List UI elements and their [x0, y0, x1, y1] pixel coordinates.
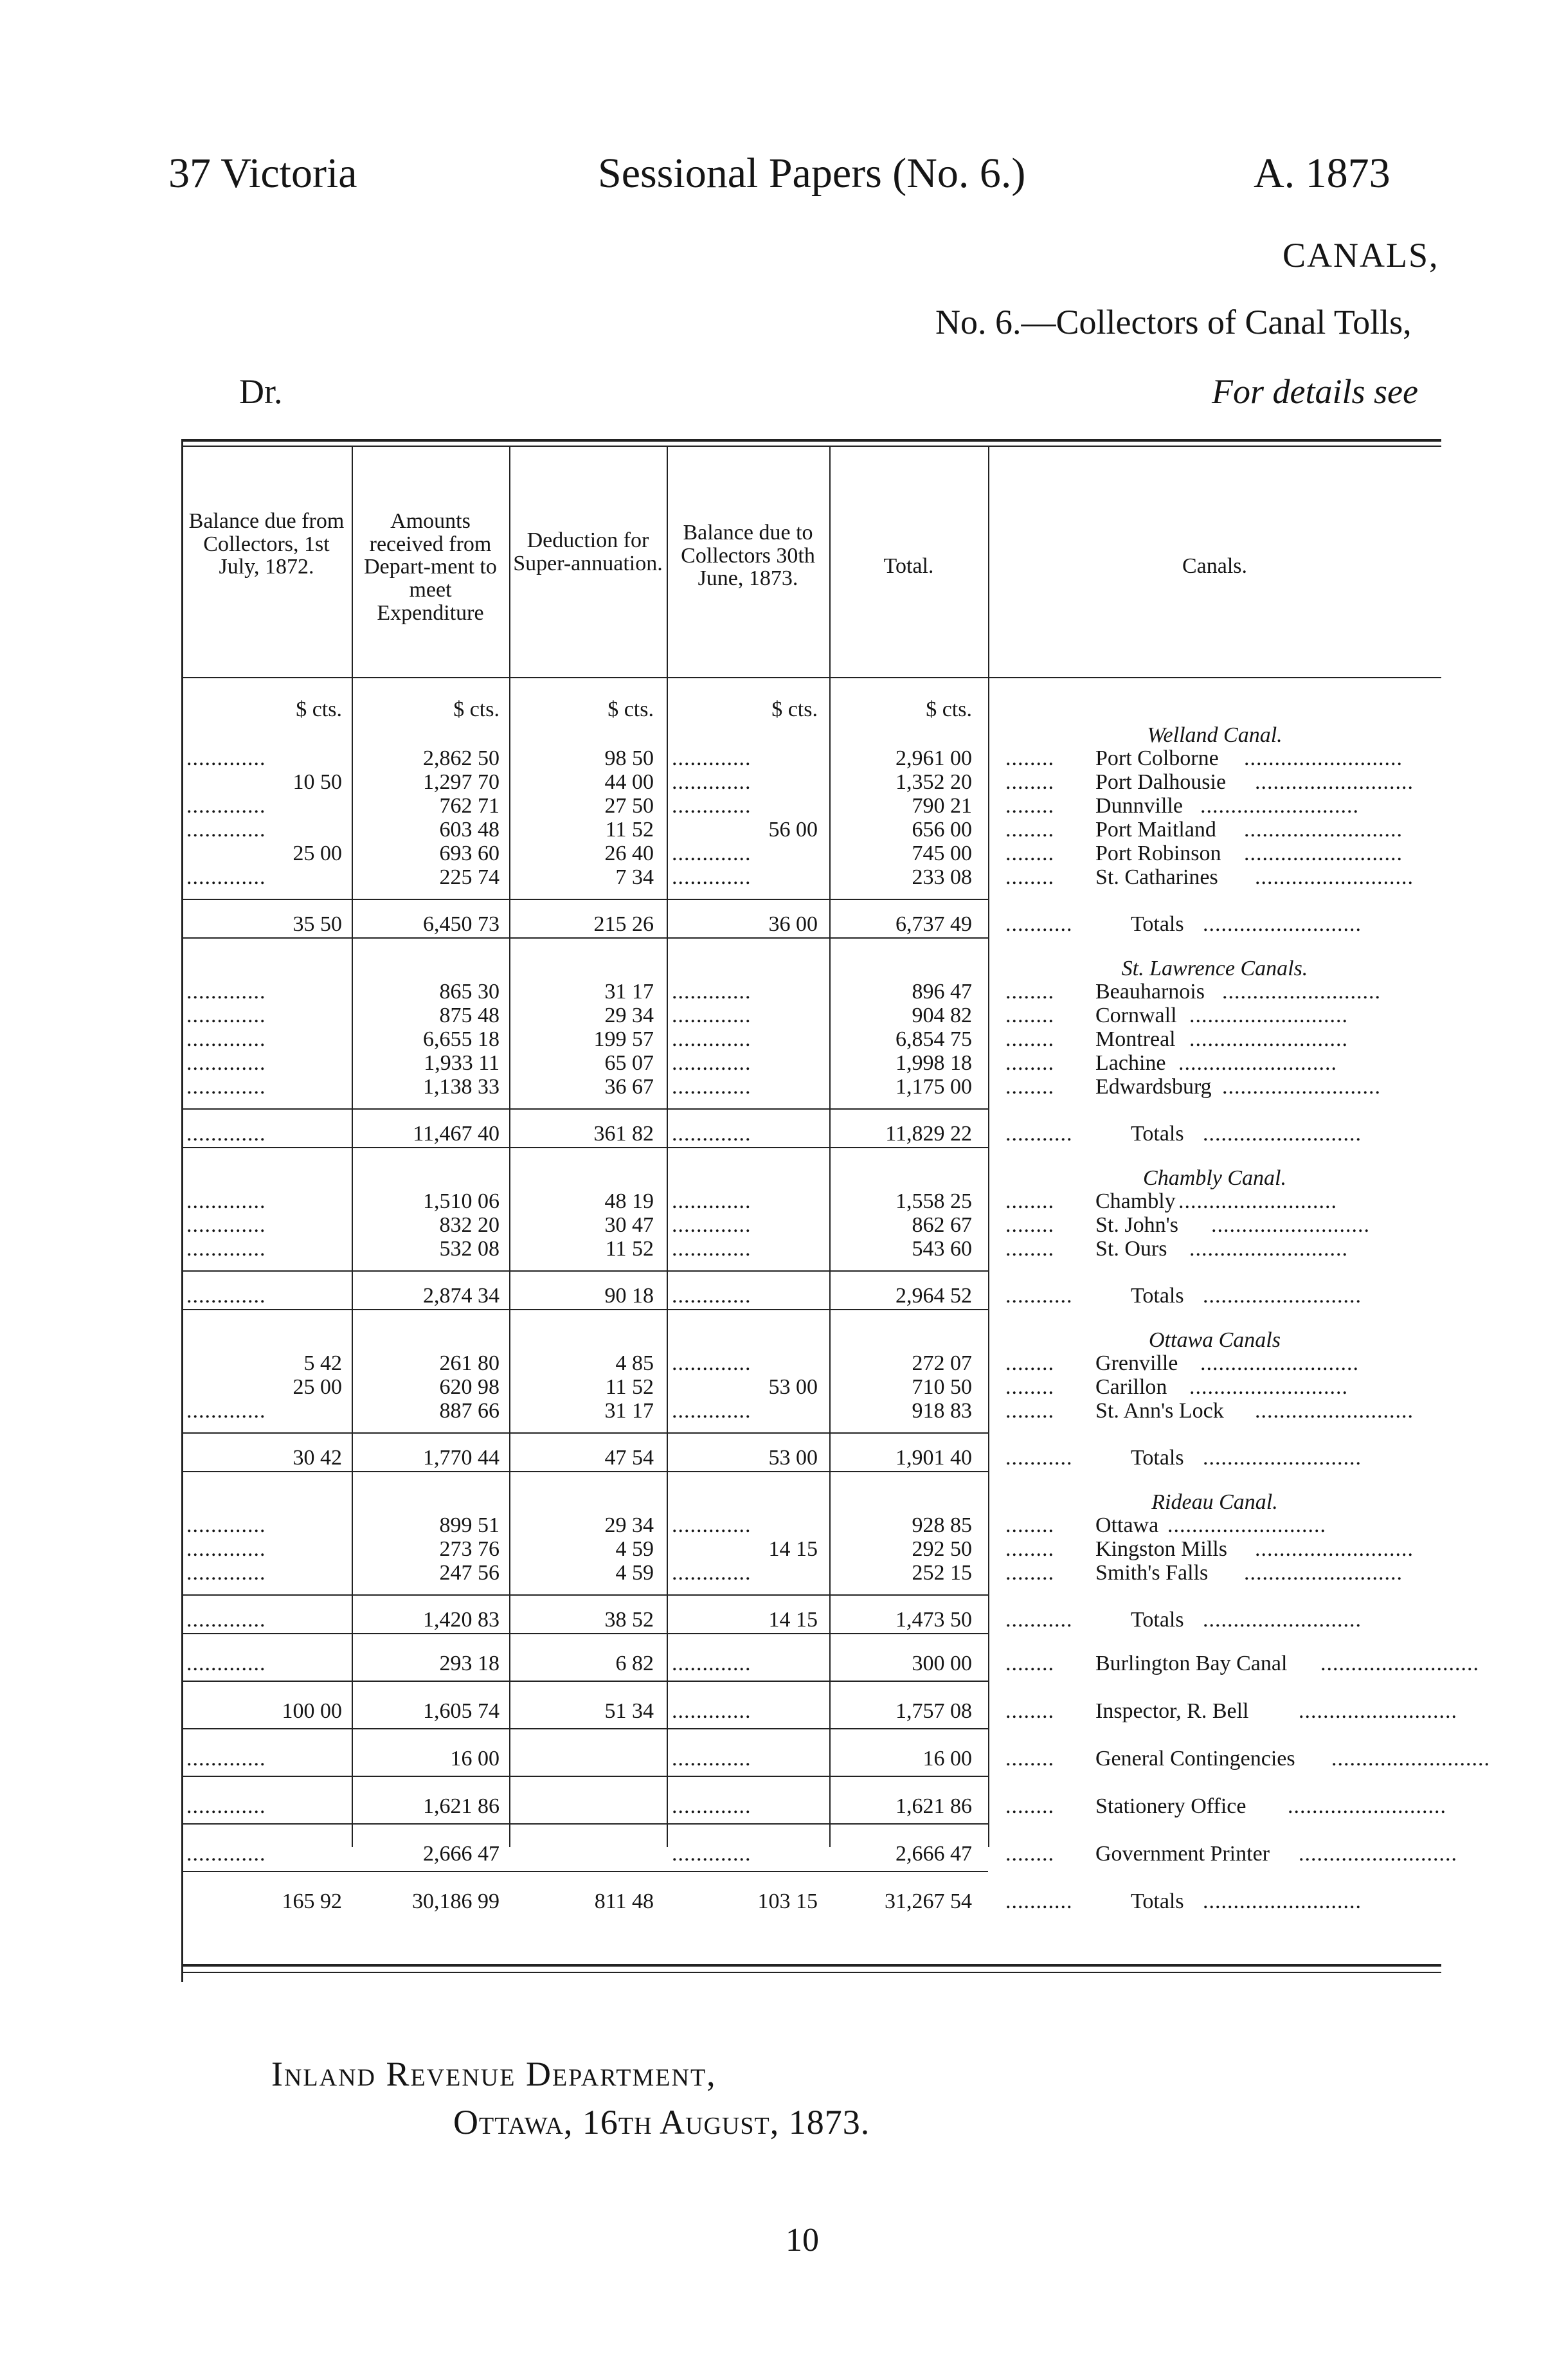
units-label: $ cts.	[926, 698, 972, 721]
dot-leader: .............	[186, 1843, 266, 1866]
column-header: Balance due from Collectors, 1st July, 1872.	[188, 509, 345, 579]
units-label: $ cts.	[296, 698, 342, 721]
amount-cell: 4 59	[615, 1561, 654, 1585]
group-rule	[181, 1147, 988, 1148]
row-rule	[181, 1871, 988, 1872]
amount-cell: 292 50	[912, 1537, 972, 1561]
amount-cell: 865 30	[439, 980, 500, 1004]
row-rule	[181, 1776, 988, 1777]
dot-leader: ........	[1005, 1213, 1054, 1237]
amount-cell: 693 60	[439, 842, 500, 865]
group-title: Welland Canal.	[1147, 723, 1282, 747]
totals-label: Totals	[1131, 1284, 1184, 1308]
dot-leader: ..........................	[1203, 1122, 1362, 1146]
dot-leader: ........	[1005, 818, 1054, 842]
dot-leader: .............	[672, 771, 752, 794]
header-rule	[181, 677, 1441, 678]
dot-leader: .............	[672, 747, 752, 770]
column-divider	[352, 446, 353, 1847]
dot-leader: ..........................	[1320, 1652, 1479, 1675]
group-title: Rideau Canal.	[1151, 1490, 1278, 1514]
amount-cell: 4 59	[615, 1537, 654, 1561]
amount-cell: 1,998 18	[896, 1051, 972, 1075]
units-label: $ cts.	[453, 698, 500, 721]
canal-name: Inspector, R. Bell	[1095, 1699, 1249, 1723]
running-head-right: A. 1873	[1254, 150, 1390, 197]
dot-leader: ..........................	[1255, 1400, 1414, 1423]
amount-cell: 6 82	[615, 1652, 654, 1675]
table-bottom-rule-2	[181, 1972, 1441, 1973]
dot-leader: ..........................	[1203, 913, 1362, 936]
canal-name: St. John's	[1095, 1213, 1178, 1237]
dot-leader: ........	[1005, 1027, 1054, 1051]
amount-cell: 6,655 18	[423, 1027, 500, 1051]
dot-leader: .............	[186, 1609, 266, 1632]
amount-cell: 1,757 08	[896, 1699, 972, 1723]
amount-cell: 16 00	[450, 1747, 500, 1771]
amount-cell: 273 76	[439, 1537, 500, 1561]
group-title: St. Lawrence Canals.	[1121, 957, 1308, 980]
amount-cell: 896 47	[912, 980, 972, 1004]
canal-name: Beauharnois	[1095, 980, 1205, 1004]
dot-leader: ...........	[1005, 1889, 1073, 1913]
dot-leader: ..........................	[1189, 1004, 1348, 1027]
amount-cell: 98 50	[604, 746, 654, 770]
dot-leader: ........	[1005, 1075, 1054, 1099]
dot-leader: .............	[672, 1843, 752, 1866]
dot-leader: ..........................	[1222, 1076, 1381, 1099]
amount-cell: 11 52	[605, 1237, 654, 1261]
amount-cell: 25 00	[292, 1375, 342, 1399]
amount-cell: 811 48	[594, 1889, 654, 1913]
dot-leader: ...........	[1005, 912, 1073, 936]
dot-leader: ........	[1005, 1794, 1054, 1818]
amount-cell: 656 00	[912, 818, 972, 842]
dot-leader: ..........................	[1200, 1352, 1359, 1375]
dot-leader: .............	[672, 1028, 752, 1051]
amount-cell: 832 20	[439, 1213, 500, 1237]
totals-label: Totals	[1131, 1889, 1184, 1913]
amount-cell: 11,829 22	[885, 1122, 972, 1146]
dot-leader: .............	[186, 1122, 266, 1146]
amount-cell: 4 85	[615, 1351, 654, 1375]
amount-cell: 16 00	[923, 1747, 972, 1771]
column-header: Total.	[883, 554, 934, 578]
dot-leader: ..........................	[1189, 1238, 1348, 1261]
dot-leader: .............	[672, 842, 752, 865]
dot-leader: ..........................	[1167, 1514, 1326, 1537]
group-rule	[181, 937, 988, 939]
subtotal-rule	[181, 899, 988, 900]
dot-leader: ........	[1005, 1699, 1054, 1723]
table-top-rule-2	[181, 446, 1441, 447]
totals-label: Totals	[1131, 1446, 1184, 1470]
dot-leader: .............	[186, 1562, 266, 1585]
amount-cell: 25 00	[292, 842, 342, 865]
amount-cell: 215 26	[593, 912, 654, 936]
canal-name: Smith's Falls	[1095, 1561, 1209, 1585]
amount-cell: 30,186 99	[412, 1889, 500, 1913]
amount-cell: 899 51	[439, 1513, 500, 1537]
dot-leader: ........	[1005, 1561, 1054, 1585]
running-head-left: 37 Victoria	[168, 150, 357, 197]
totals-label: Totals	[1131, 1122, 1184, 1146]
column-header: Deduction for Super-annuation.	[513, 528, 663, 575]
footer-date: Ottawa, 16th August, 1873.	[453, 2103, 870, 2141]
amount-cell: 875 48	[439, 1004, 500, 1027]
amount-cell: 2,666 47	[423, 1842, 500, 1866]
amount-cell: 247 56	[439, 1561, 500, 1585]
table-left-rule	[181, 439, 183, 1982]
dot-leader: .............	[672, 1122, 752, 1146]
dot-leader: ..........................	[1200, 795, 1359, 818]
amount-cell: 11 52	[605, 818, 654, 842]
amount-cell: 1,138 33	[423, 1075, 500, 1099]
dot-leader: ..........................	[1203, 1890, 1362, 1913]
group-title: Ottawa Canals	[1149, 1328, 1281, 1352]
dot-leader: .............	[186, 980, 266, 1004]
dot-leader: .............	[672, 1562, 752, 1585]
dot-leader: ..........................	[1255, 771, 1414, 794]
amount-cell: 199 57	[593, 1027, 654, 1051]
dot-leader: ...........	[1005, 1446, 1073, 1470]
amount-cell: 27 50	[604, 794, 654, 818]
amount-cell: 29 34	[604, 1513, 654, 1537]
running-head-center: Sessional Papers (No. 6.)	[598, 150, 1026, 197]
canal-name: General Contingencies	[1095, 1747, 1295, 1771]
dot-leader: .............	[672, 1514, 752, 1537]
dot-leader: ........	[1005, 980, 1054, 1004]
amount-cell: 26 40	[604, 842, 654, 865]
dot-leader: ........	[1005, 1399, 1054, 1423]
amount-cell: 293 18	[439, 1652, 500, 1675]
amount-cell: 272 07	[912, 1351, 972, 1375]
totals-label: Totals	[1131, 1608, 1184, 1632]
dot-leader: ........	[1005, 842, 1054, 865]
dot-leader: ........	[1005, 1375, 1054, 1399]
dot-leader: ........	[1005, 1237, 1054, 1261]
canal-name: Port Robinson	[1095, 842, 1221, 865]
amount-cell: 36 67	[604, 1075, 654, 1099]
dot-leader: ........	[1005, 1652, 1054, 1675]
canal-name: Kingston Mills	[1095, 1537, 1227, 1561]
dot-leader: ..........................	[1255, 1538, 1414, 1561]
canal-name: Montreal	[1095, 1027, 1176, 1051]
amount-cell: 53 00	[768, 1446, 818, 1470]
subtotal-rule	[181, 1594, 988, 1596]
group-rule	[181, 1471, 988, 1472]
amount-cell: 762 71	[439, 794, 500, 818]
column-header: Balance due to Collectors 30th June, 1873.	[681, 521, 815, 591]
canal-name: Cornwall	[1095, 1004, 1177, 1027]
canal-name: Port Colborne	[1095, 746, 1219, 770]
dot-leader: .............	[186, 866, 266, 889]
amount-cell: 1,420 83	[423, 1608, 500, 1632]
footer-department: Inland Revenue Department,	[271, 2055, 717, 2093]
amount-cell: 904 82	[912, 1004, 972, 1027]
amount-cell: 1,352 20	[896, 770, 972, 794]
column-divider	[509, 446, 510, 1847]
dot-leader: ..........................	[1244, 747, 1403, 770]
dot-leader: .............	[672, 1190, 752, 1213]
dot-leader: .............	[186, 1214, 266, 1237]
dot-leader: ........	[1005, 1004, 1054, 1027]
row-rule	[181, 1728, 988, 1729]
units-label: $ cts.	[771, 698, 818, 721]
amount-cell: 918 83	[912, 1399, 972, 1423]
amount-cell: 11,467 40	[413, 1122, 500, 1146]
group-rule	[181, 1633, 988, 1634]
amount-cell: 603 48	[439, 818, 500, 842]
dot-leader: .............	[672, 1747, 752, 1771]
dot-leader: .............	[186, 1514, 266, 1537]
dot-leader: .............	[672, 866, 752, 889]
amount-cell: 53 00	[768, 1375, 818, 1399]
amount-cell: 103 15	[757, 1889, 818, 1913]
amount-cell: 2,961 00	[896, 746, 972, 770]
amount-cell: 2,666 47	[896, 1842, 972, 1866]
amount-cell: 165 92	[282, 1889, 342, 1913]
dot-leader: ........	[1005, 770, 1054, 794]
units-label: $ cts.	[608, 698, 654, 721]
group-title: Chambly Canal.	[1143, 1166, 1286, 1190]
dot-leader: .............	[672, 1400, 752, 1423]
dot-leader: .............	[186, 1747, 266, 1771]
collectors-tolls-table	[181, 439, 1490, 1982]
page-number: 10	[786, 2222, 819, 2258]
canal-name: Edwardsburg	[1095, 1075, 1212, 1099]
dot-leader: .............	[672, 1795, 752, 1818]
group-rule	[181, 1309, 988, 1310]
dot-leader: .............	[186, 1538, 266, 1561]
dot-leader: .............	[186, 1004, 266, 1027]
dot-leader: ..........................	[1255, 866, 1414, 889]
amount-cell: 31,267 54	[885, 1889, 972, 1913]
column-header: Amounts received from Depart-ment to meet Expenditure	[364, 509, 497, 625]
dot-leader: .............	[186, 1400, 266, 1423]
canal-name: Government Printer	[1095, 1842, 1270, 1866]
amount-cell: 1,605 74	[423, 1699, 500, 1723]
amount-cell: 1,510 06	[423, 1189, 500, 1213]
amount-cell: 1,297 70	[423, 770, 500, 794]
amount-cell: 233 08	[912, 865, 972, 889]
amount-cell: 30 42	[292, 1446, 342, 1470]
amount-cell: 252 15	[912, 1561, 972, 1585]
amount-cell: 790 21	[912, 794, 972, 818]
dot-leader: .............	[186, 1652, 266, 1675]
canal-name: Grenville	[1095, 1351, 1178, 1375]
amount-cell: 1,933 11	[424, 1051, 500, 1075]
dot-leader: ..........................	[1203, 1609, 1362, 1632]
dot-leader: ........	[1005, 1537, 1054, 1561]
dot-leader: ........	[1005, 746, 1054, 770]
dot-leader: ..........................	[1244, 1562, 1403, 1585]
table-bottom-rule	[181, 1964, 1441, 1967]
amount-cell: 10 50	[292, 770, 342, 794]
dot-leader: .............	[672, 795, 752, 818]
dot-leader: .............	[186, 1028, 266, 1051]
section-title: CANALS,	[1282, 236, 1439, 275]
amount-cell: 261 80	[439, 1351, 500, 1375]
dot-leader: ........	[1005, 1842, 1054, 1866]
amount-cell: 51 34	[604, 1699, 654, 1723]
amount-cell: 7 34	[615, 865, 654, 889]
canal-name: Stationery Office	[1095, 1794, 1246, 1818]
dot-leader: .............	[186, 747, 266, 770]
dot-leader: .............	[672, 1214, 752, 1237]
dot-leader: .............	[186, 1285, 266, 1308]
dot-leader: .............	[672, 1652, 752, 1675]
dot-leader: .............	[186, 1076, 266, 1099]
table-top-rule	[181, 439, 1441, 442]
amount-cell: 1,621 86	[423, 1794, 500, 1818]
amount-cell: 1,558 25	[896, 1189, 972, 1213]
dot-leader: ........	[1005, 1189, 1054, 1213]
subtotal-rule	[181, 1108, 988, 1110]
row-rule	[181, 1823, 988, 1825]
amount-cell: 532 08	[439, 1237, 500, 1261]
column-divider	[988, 446, 989, 1847]
amount-cell: 100 00	[282, 1699, 342, 1723]
dot-leader: ..........................	[1288, 1795, 1446, 1818]
amount-cell: 47 54	[604, 1446, 654, 1470]
dot-leader: ..........................	[1203, 1285, 1362, 1308]
amount-cell: 225 74	[439, 865, 500, 889]
dr-label: Dr.	[239, 372, 283, 411]
amount-cell: 29 34	[604, 1004, 654, 1027]
amount-cell: 38 52	[604, 1608, 654, 1632]
dot-leader: ..........................	[1203, 1447, 1362, 1470]
dot-leader: ..........................	[1299, 1843, 1457, 1866]
dot-leader: ..........................	[1244, 818, 1403, 842]
dot-leader: ..........................	[1299, 1700, 1457, 1723]
totals-label: Totals	[1131, 912, 1184, 936]
canal-name: Chambly	[1095, 1189, 1176, 1213]
amount-cell: 5 42	[303, 1351, 342, 1375]
details-note: For details see	[1212, 372, 1418, 411]
amount-cell: 1,770 44	[423, 1446, 500, 1470]
canal-name: Burlington Bay Canal	[1095, 1652, 1288, 1675]
amount-cell: 6,450 73	[423, 912, 500, 936]
canal-name: Lachine	[1095, 1051, 1166, 1075]
canal-name: St. Ours	[1095, 1237, 1167, 1261]
row-rule	[181, 1681, 988, 1682]
dot-leader: ...........	[1005, 1608, 1073, 1632]
amount-cell: 1,175 00	[896, 1075, 972, 1099]
amount-cell: 44 00	[604, 770, 654, 794]
dot-leader: ..........................	[1222, 980, 1381, 1004]
amount-cell: 543 60	[912, 1237, 972, 1261]
amount-cell: 862 67	[912, 1213, 972, 1237]
dot-leader: ...........	[1005, 1284, 1073, 1308]
dot-leader: .............	[186, 1795, 266, 1818]
dot-leader: .............	[672, 1004, 752, 1027]
dot-leader: ........	[1005, 794, 1054, 818]
amount-cell: 11 52	[605, 1375, 654, 1399]
dot-leader: .............	[672, 980, 752, 1004]
amount-cell: 6,737 49	[896, 912, 972, 936]
dot-leader: ........	[1005, 1747, 1054, 1771]
dot-leader: .............	[672, 1700, 752, 1723]
amount-cell: 2,964 52	[896, 1284, 972, 1308]
amount-cell: 361 82	[593, 1122, 654, 1146]
dot-leader: ........	[1005, 1513, 1054, 1537]
amount-cell: 35 50	[292, 912, 342, 936]
amount-cell: 14 15	[768, 1608, 818, 1632]
dot-leader: .............	[672, 1285, 752, 1308]
dot-leader: ..........................	[1178, 1052, 1337, 1075]
amount-cell: 710 50	[912, 1375, 972, 1399]
dot-leader: ........	[1005, 1051, 1054, 1075]
amount-cell: 90 18	[604, 1284, 654, 1308]
amount-cell: 2,874 34	[423, 1284, 500, 1308]
amount-cell: 56 00	[768, 818, 818, 842]
dot-leader: ..........................	[1189, 1028, 1348, 1051]
dot-leader: .............	[672, 1352, 752, 1375]
dot-leader: .............	[672, 1076, 752, 1099]
dot-leader: ..........................	[1244, 842, 1403, 865]
dot-leader: .............	[672, 1052, 752, 1075]
canal-name: Dunnville	[1095, 794, 1183, 818]
dot-leader: .............	[186, 1190, 266, 1213]
canal-name: Port Maitland	[1095, 818, 1216, 842]
dot-leader: ..........................	[1178, 1190, 1337, 1213]
dot-leader: .............	[672, 1238, 752, 1261]
subtotal-rule	[181, 1270, 988, 1272]
canal-name: Port Dalhousie	[1095, 770, 1227, 794]
amount-cell: 36 00	[768, 912, 818, 936]
amount-cell: 31 17	[604, 980, 654, 1004]
amount-cell: 14 15	[768, 1537, 818, 1561]
amount-cell: 65 07	[604, 1051, 654, 1075]
amount-cell: 887 66	[439, 1399, 500, 1423]
dot-leader: .............	[186, 1238, 266, 1261]
canal-name: Ottawa	[1095, 1513, 1159, 1537]
amount-cell: 745 00	[912, 842, 972, 865]
dot-leader: .............	[186, 795, 266, 818]
amount-cell: 6,854 75	[896, 1027, 972, 1051]
canal-name: St. Catharines	[1095, 865, 1218, 889]
dot-leader: .............	[186, 818, 266, 842]
subtotal-rule	[181, 1432, 988, 1434]
amount-cell: 2,862 50	[423, 746, 500, 770]
amount-cell: 30 47	[604, 1213, 654, 1237]
amount-cell: 1,473 50	[896, 1608, 972, 1632]
canal-name: Carillon	[1095, 1375, 1167, 1399]
column-divider	[829, 446, 831, 1847]
column-divider	[667, 446, 668, 1847]
amount-cell: 1,901 40	[896, 1446, 972, 1470]
column-header: Canals.	[1182, 554, 1248, 578]
table-subtitle: No. 6.—Collectors of Canal Tolls,	[935, 303, 1412, 341]
amount-cell: 928 85	[912, 1513, 972, 1537]
dot-leader: ........	[1005, 865, 1054, 889]
dot-leader: ..........................	[1331, 1747, 1490, 1771]
dot-leader: .............	[186, 1052, 266, 1075]
amount-cell: 300 00	[912, 1652, 972, 1675]
canal-name: St. Ann's Lock	[1095, 1399, 1224, 1423]
dot-leader: ........	[1005, 1351, 1054, 1375]
amount-cell: 620 98	[439, 1375, 500, 1399]
amount-cell: 31 17	[604, 1399, 654, 1423]
dot-leader: ..........................	[1189, 1376, 1348, 1399]
amount-cell: 48 19	[604, 1189, 654, 1213]
amount-cell: 1,621 86	[896, 1794, 972, 1818]
dot-leader: ...........	[1005, 1122, 1073, 1146]
dot-leader: ..........................	[1211, 1214, 1370, 1237]
